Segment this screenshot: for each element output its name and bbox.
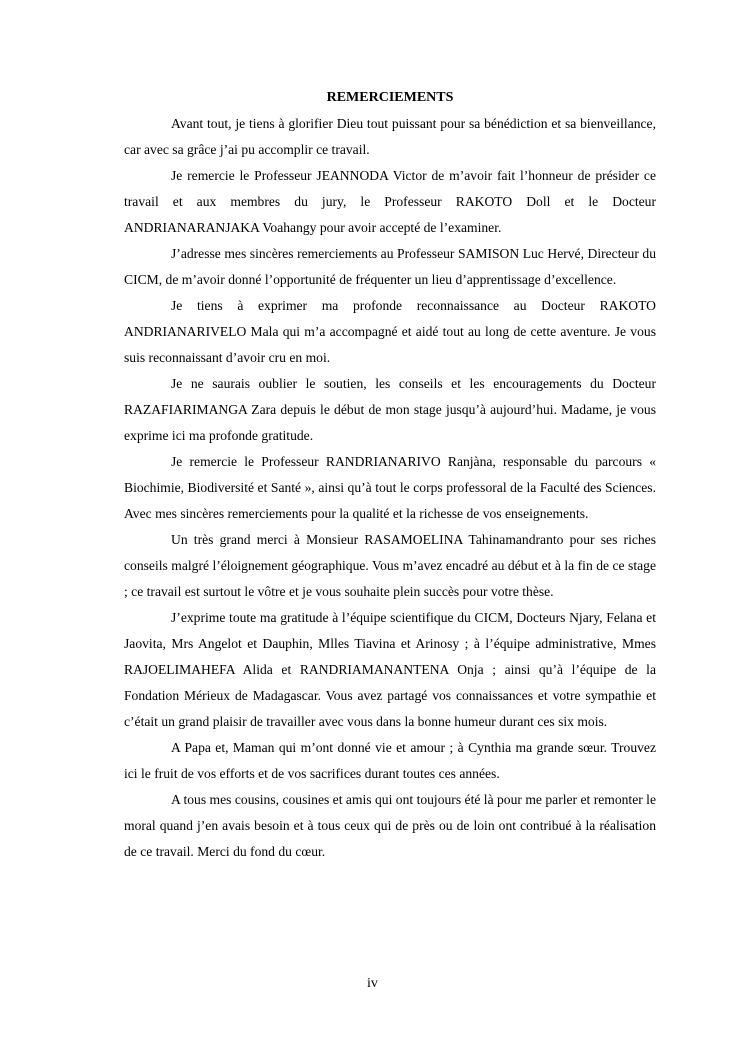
paragraph-director: J’adresse mes sincères remerciements au Professeur SAMISON Luc Hervé, Directeur du CICM, de m’avoir donné l’opportunité de fréquenter un lieu d’apprentissage d’excellence.: [124, 246, 656, 287]
paragraph-advisor: Un très grand merci à Monsieur RASAMOELINA Tahinamandranto pour ses riches conseils malgré l’éloignement géographique. Vous m’avez encadré au début et à la fin de ce stage ; ce travail est surtout le vôtre et je vous souhaite plein succès pour votre thèse.: [124, 532, 656, 599]
paragraph-supervisor: Je tiens à exprimer ma profonde reconnaissance au Docteur RAKOTO ANDRIANARIVELO Mala qui m’a accompagné et aidé tout au long de cette aventure. Je vous suis reconnaissant d’avoir cru en moi.: [124, 298, 656, 365]
paragraph-mentor: Je ne saurais oublier le soutien, les conseils et les encouragements du Docteur RAZAFIARIMANGA Zara depuis le début de mon stage jusqu’à aujourd’hui. Madame, je vous exprime ici ma profonde gratitude.: [124, 376, 656, 443]
page-title: REMERCIEMENTS: [326, 90, 454, 105]
paragraph-god: Avant tout, je tiens à glorifier Dieu tout puissant pour sa bénédiction et sa bienveillance, car avec sa grâce j’ai pu accomplir ce travail.: [124, 116, 656, 157]
paragraph-team: J’exprime toute ma gratitude à l’équipe scientifique du CICM, Docteurs Njary, Felana et Jaovita, Mrs Angelot et Dauphin, Mlles Tiavina et Arinosy ; à l’équipe administrative, Mmes RAJOELIMAHEFA Alida et RANDRIAMANANTENA Onja ; ainsi qu’à l’équipe de la Fondation Mérieux de Madagascar. Vous avez partagé vos connaissances et votre sympathie et c’était un grand plaisir de travailler avec vous dans la bonne humeur durant ces six mois.: [124, 610, 656, 729]
paragraph-friends: A tous mes cousins, cousines et amis qui ont toujours été là pour me parler et remonter le moral quand j’en avais besoin et à tous ceux qui de près ou de loin ont contribué à la réalisation de ce travail. Merci du fond du cœur.: [124, 792, 656, 859]
paragraph-family: A Papa et, Maman qui m’ont donné vie et amour ; à Cynthia ma grande sœur. Trouvez ici le fruit de vos efforts et de vos sacrifices durant toutes ces années.: [124, 740, 656, 781]
document-page: [124, 88, 656, 865]
page-number: iv: [367, 976, 378, 991]
paragraph-jury: Je remercie le Professeur JEANNODA Victor de m’avoir fait l’honneur de présider ce travail et aux membres du jury, le Professeur RAKOTO Doll et le Docteur ANDRIANARANJAKA Voahangy pour avoir accepté de l’examiner.: [124, 168, 656, 235]
paragraph-faculty: Je remercie le Professeur RANDRIANARIVO Ranjàna, responsable du parcours « Biochimie, Biodiversité et Santé », ainsi qu’à tout le corps professoral de la Faculté des Sciences. Avec mes sincères remerciements pour la qualité et la richesse de vos enseignements.: [124, 454, 656, 521]
